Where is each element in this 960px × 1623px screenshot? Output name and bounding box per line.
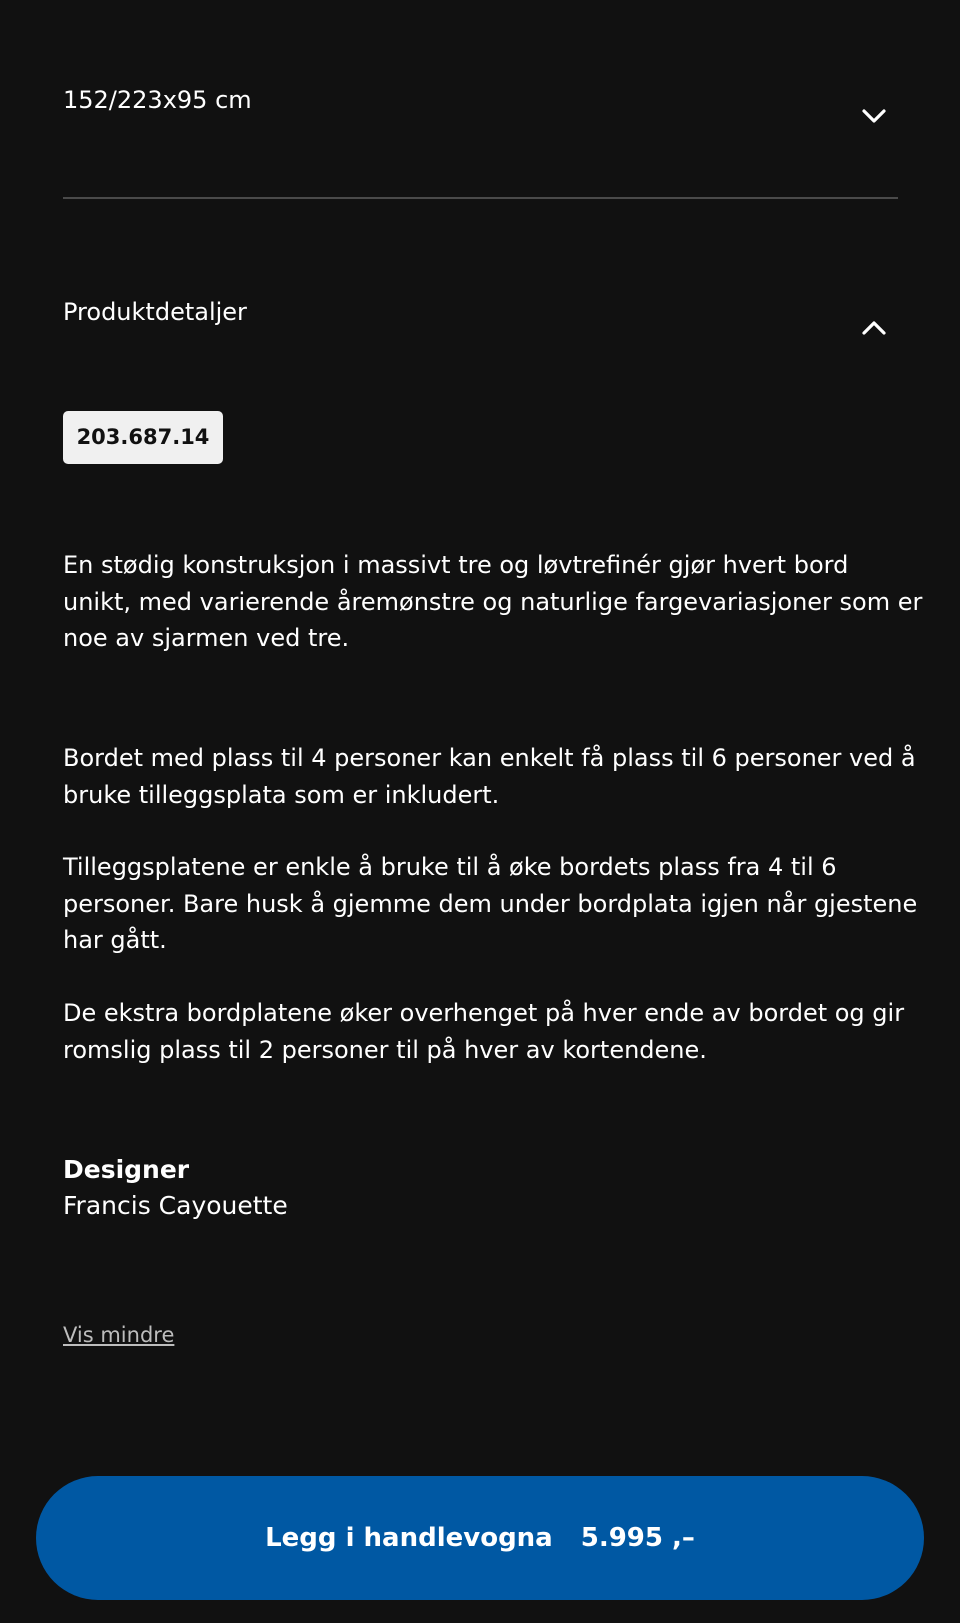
price-label: 5.995 ,–	[580, 1523, 695, 1553]
description-paragraph: En stødig konstruksjon i massivt tre og løvtrefinér gjør hvert bord unikt, med varierende åremønstre og naturlige fargevariasjoner som er noe av sjarmen ved tre.	[63, 551, 923, 652]
add-to-cart-label: Legg i handlevogna	[265, 1523, 553, 1553]
designer-name: Francis Cayouette	[63, 1191, 288, 1220]
description-paragraph: Bordet med plass til 4 personer kan enkelt få plass til 6 personer ved å bruke tilleggsplata som er inkludert.	[63, 744, 916, 809]
description-paragraph: De ekstra bordplatene øker overhenget på hver ende av bordet og gir romslig plass til 2 personer til på hver av kortendene.	[63, 999, 905, 1064]
article-number-badge: 203.687.14	[63, 411, 223, 464]
description-paragraph: Tilleggsplatene er enkle å bruke til å øke bordets plass fra 4 til 6 personer. Bare husk å gjemme dem under bordplata igjen når gjestene har gått.	[63, 853, 918, 954]
size-accordion-title: 152/223x95 cm	[63, 86, 252, 114]
product-details-accordion-header[interactable]	[63, 296, 898, 356]
designer-label: Designer	[63, 1155, 190, 1184]
chevron-up-icon[interactable]	[860, 314, 888, 342]
product-details-title: Produktdetaljer	[63, 298, 247, 326]
size-accordion-header[interactable]	[63, 84, 898, 144]
section-divider	[63, 197, 898, 199]
show-less-link[interactable]: Vis mindre	[63, 1323, 175, 1347]
add-to-cart-button[interactable]	[36, 1476, 924, 1600]
chevron-down-icon[interactable]	[860, 102, 888, 130]
